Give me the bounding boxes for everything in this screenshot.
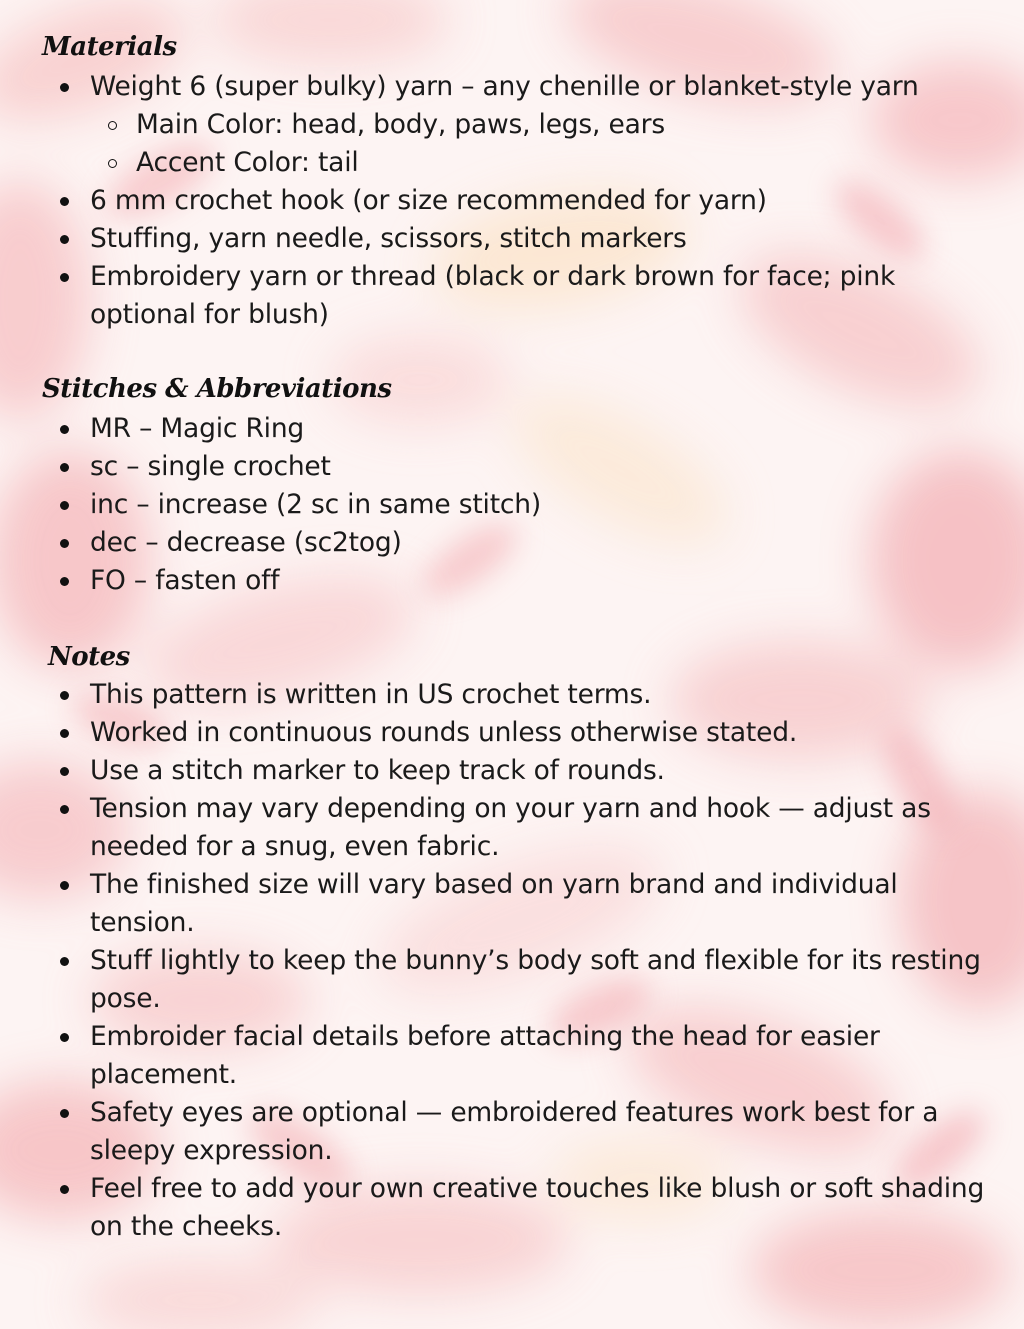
bullet-icon xyxy=(60,197,69,206)
bullet-icon xyxy=(60,273,69,282)
list-item-text: MR – Magic Ring xyxy=(90,413,305,444)
list-item-text: dec – decrease (sc2tog) xyxy=(90,527,402,558)
stitches-heading: Stitches & Abbreviations xyxy=(42,374,392,404)
bullet-icon xyxy=(60,805,69,814)
list-item xyxy=(44,562,541,600)
list-item-text: 6 mm crochet hook (or size recommended for yarn) xyxy=(90,185,767,216)
list-item-text-continued: pose. xyxy=(90,983,161,1014)
list-item xyxy=(44,1094,984,1170)
bullet-icon xyxy=(60,501,69,510)
materials-heading: Materials xyxy=(42,32,177,62)
list-item-text-continued: tension. xyxy=(90,907,195,938)
bullet-icon xyxy=(60,235,69,244)
list-item-text-continued: on the cheeks. xyxy=(90,1211,283,1242)
hollow-bullet-icon xyxy=(108,159,117,168)
list-item-text: Worked in continuous rounds unless otherwise stated. xyxy=(90,717,798,748)
list-item xyxy=(44,258,895,334)
list-item xyxy=(44,68,919,106)
list-item-text: sc – single crochet xyxy=(90,451,331,482)
list-item-text: Stuff lightly to keep the bunny’s body soft and flexible for its resting xyxy=(90,945,981,976)
list-item-text-continued: optional for blush) xyxy=(90,299,329,330)
list-item xyxy=(44,676,984,714)
list-item-text-continued: needed for a snug, even fabric. xyxy=(90,831,500,862)
bullet-icon xyxy=(60,83,69,92)
list-item xyxy=(44,942,984,1018)
bullet-icon xyxy=(60,767,69,776)
list-item xyxy=(44,752,984,790)
bullet-icon xyxy=(60,425,69,434)
list-item xyxy=(44,1170,984,1246)
list-item-text-continued: placement. xyxy=(90,1059,238,1090)
notes-heading: Notes xyxy=(48,642,130,672)
bullet-icon xyxy=(60,691,69,700)
list-item xyxy=(44,1018,984,1094)
stitches-list xyxy=(44,410,541,600)
bullet-icon xyxy=(60,729,69,738)
materials-list-continued xyxy=(44,182,895,334)
bullet-icon xyxy=(60,1033,69,1042)
list-item-text: Stuffing, yarn needle, scissors, stitch markers xyxy=(90,223,687,254)
list-item xyxy=(44,790,984,866)
list-item-text: The finished size will vary based on yarn brand and individual xyxy=(90,869,898,900)
list-item xyxy=(44,410,541,448)
list-item-text-continued: sleepy expression. xyxy=(90,1135,333,1166)
materials-list xyxy=(44,68,919,106)
list-item-text: Weight 6 (super bulky) yarn – any chenille or blanket-style yarn xyxy=(90,71,919,102)
list-item-text: Embroider facial details before attaching the head for easier xyxy=(90,1021,880,1052)
bullet-icon xyxy=(60,1185,69,1194)
list-item xyxy=(44,486,541,524)
bullet-icon xyxy=(60,463,69,472)
list-item-text: Feel free to add your own creative touches like blush or soft shading xyxy=(90,1173,985,1204)
list-item xyxy=(44,524,541,562)
list-item-text: Safety eyes are optional — embroidered features work best for a xyxy=(90,1097,939,1128)
list-item-text: Embroidery yarn or thread (black or dark brown for face; pink xyxy=(90,261,896,292)
sub-list-item xyxy=(90,106,665,144)
list-item-text: Main Color: head, body, paws, legs, ears xyxy=(136,109,665,140)
bullet-icon xyxy=(60,881,69,890)
list-item xyxy=(44,866,984,942)
list-item xyxy=(44,448,541,486)
bullet-icon xyxy=(60,577,69,586)
bullet-icon xyxy=(60,539,69,548)
notes-list xyxy=(44,676,984,1246)
list-item-text: Tension may vary depending on your yarn and hook — adjust as xyxy=(90,793,931,824)
list-item-text: Use a stitch marker to keep track of rounds. xyxy=(90,755,665,786)
list-item xyxy=(44,182,895,220)
hollow-bullet-icon xyxy=(108,121,117,130)
materials-sublist xyxy=(90,106,665,182)
bullet-icon xyxy=(60,957,69,966)
sub-list-item xyxy=(90,144,665,182)
list-item xyxy=(44,714,984,752)
list-item xyxy=(44,220,895,258)
list-item-text: This pattern is written in US crochet terms. xyxy=(90,679,652,710)
list-item-text: FO – fasten off xyxy=(90,565,280,596)
list-item-text: inc – increase (2 sc in same stitch) xyxy=(90,489,541,520)
bullet-icon xyxy=(60,1109,69,1118)
list-item-text: Accent Color: tail xyxy=(136,147,359,178)
